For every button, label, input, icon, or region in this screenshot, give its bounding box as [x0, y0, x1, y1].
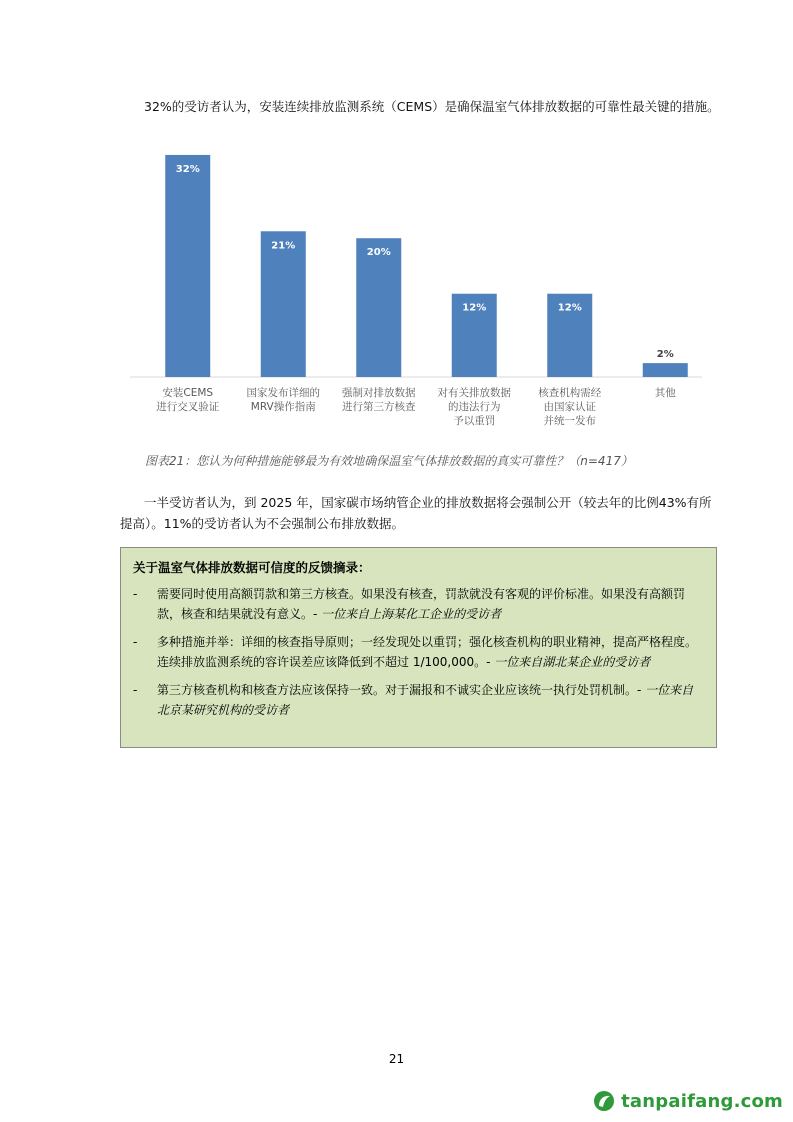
data-label: 21% [271, 240, 296, 252]
tanpaifang-logo-icon [593, 1090, 615, 1112]
list-dash: - [133, 635, 138, 649]
feedback-text: 第三方核查机构和核查方法应该保持一致。对于漏报和不诚实企业应该统一执行处罚机制。- [157, 683, 646, 697]
category-label: 国家发布详细的 [246, 387, 320, 399]
feedback-source: 一位来自北京某研究机构的受访者 [157, 683, 694, 717]
brand-text: tanpaifang.com [621, 1090, 783, 1112]
bar [356, 238, 401, 377]
bar [643, 363, 688, 377]
list-dash: - [133, 587, 138, 601]
intro-paragraph: 32%的受访者认为，安装连续排放监测系统（CEMS）是确保温室气体排放数据的可靠性最关键的措施。 [144, 99, 720, 114]
feedback-item [133, 632, 704, 672]
data-label: 2% [656, 349, 674, 361]
category-label: 对有关排放数据 [437, 387, 511, 399]
feedback-list [133, 584, 704, 720]
category-label: 安装CEMS [162, 387, 214, 399]
category-label: MRV操作指南 [250, 401, 316, 413]
category-label: 进行第三方核查 [342, 401, 416, 413]
category-label: 予以重罚 [453, 415, 496, 427]
feedback-item [133, 680, 704, 720]
feedback-source: 一位来自湖北某企业的受访者 [494, 655, 651, 669]
bar-chart [130, 140, 710, 440]
list-dash: - [133, 683, 138, 697]
category-label: 其他 [654, 387, 676, 399]
feedback-source: 一位来自上海某化工企业的受访者 [321, 607, 502, 621]
bar [261, 231, 306, 377]
feedback-text: 多种措施并举：详细的核查指导原则；一经发现处以重罚；强化核查机构的职业精神，提高严格程度。连续排放监测系统的容许误差应该降低到不超过 1/100,000。- [157, 635, 698, 669]
category-label: 并统一发布 [543, 415, 596, 427]
figure-caption: 图表21：您认为何种措施能够最为有效地确保温室气体排放数据的真实可靠性？（n=417） [145, 454, 633, 468]
bar [165, 155, 210, 377]
data-label: 12% [557, 302, 582, 314]
brand-watermark[interactable] [593, 1090, 783, 1112]
category-label: 强制对排放数据 [342, 387, 416, 399]
feedback-box [120, 547, 717, 748]
data-label: 12% [462, 302, 487, 314]
feedback-text: 需要同时使用高额罚款和第三方核查。如果没有核查，罚款就没有客观的评价标准。如果没有高额罚款，核查和结果就没有意义。- [157, 587, 686, 621]
feedback-item [133, 584, 704, 624]
page-number: 21 [388, 1052, 405, 1066]
category-label: 进行交叉验证 [156, 401, 220, 413]
category-label: 核查机构需经 [538, 387, 602, 399]
category-label: 的违法行为 [448, 401, 501, 413]
followup-paragraph: 一半受访者认为，到 2025 年，国家碳市场纳管企业的排放数据将会强制公开（较去年的比例43%有所提高）。11%的受访者认为不会强制公布排放数据。 [120, 495, 712, 531]
data-label: 32% [175, 163, 200, 175]
category-label: 由国家认证 [543, 401, 596, 413]
data-label: 20% [366, 247, 391, 259]
feedback-title: 关于温室气体排放数据可信度的反馈摘录： [133, 560, 371, 575]
